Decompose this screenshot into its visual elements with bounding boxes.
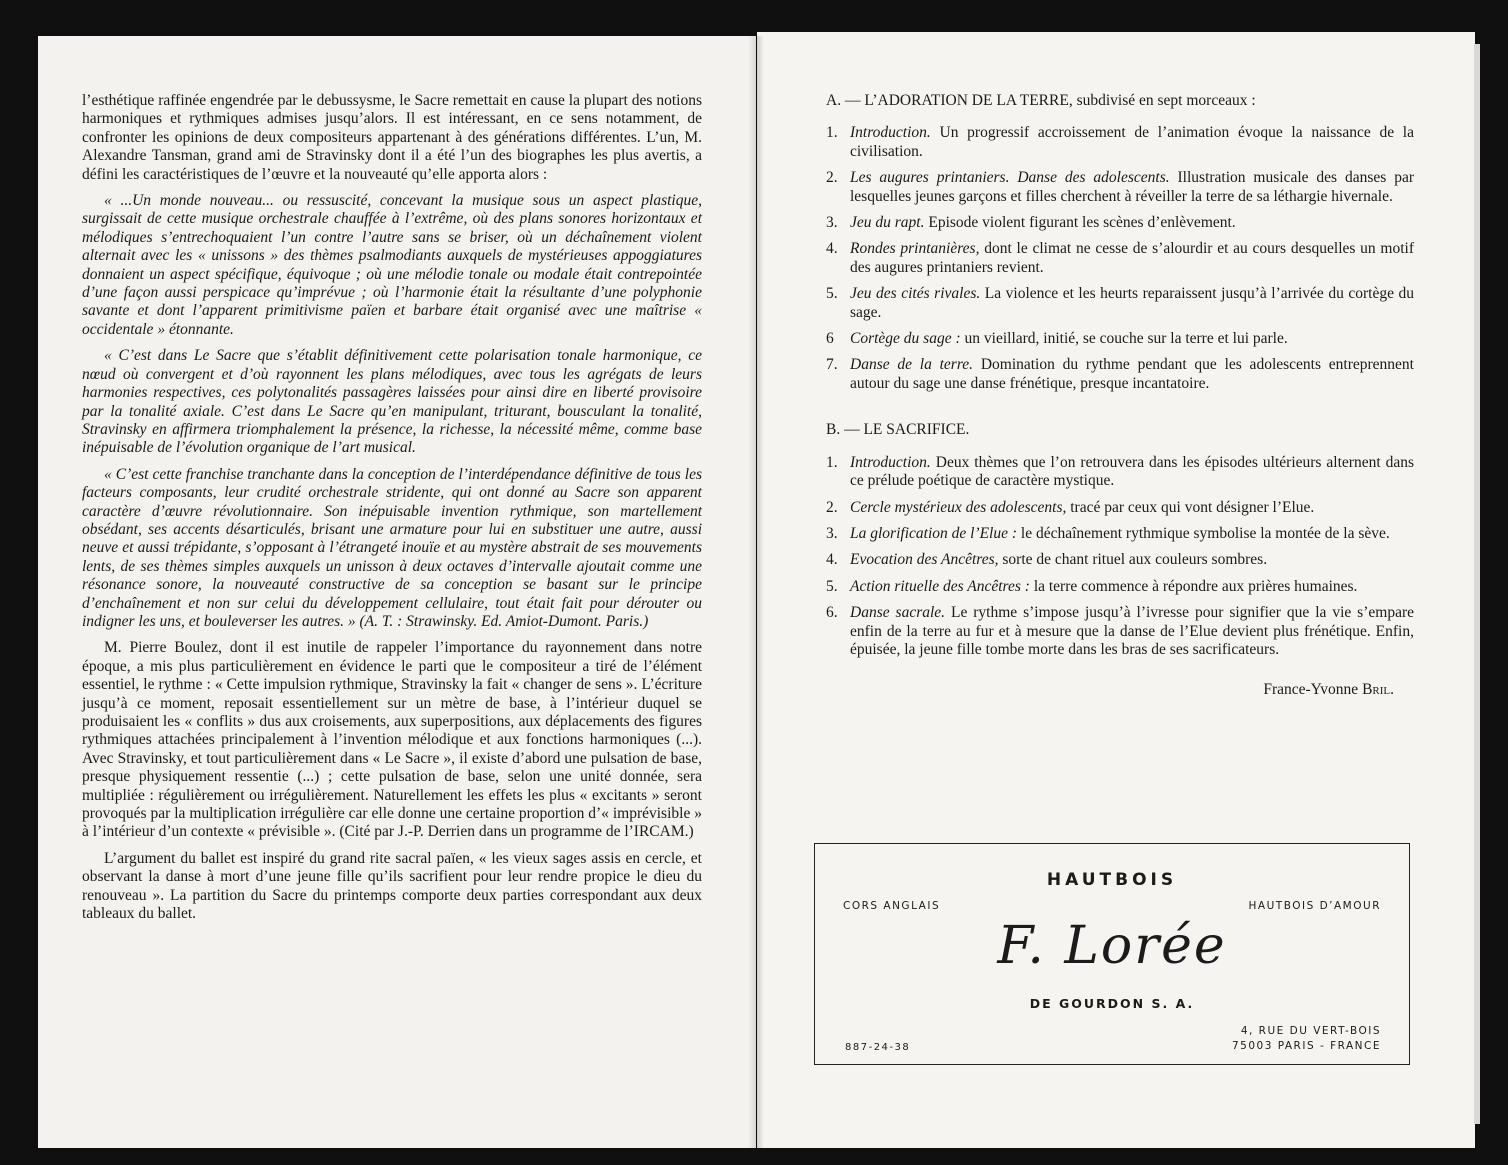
ad-logo: F. Lorée (997, 916, 1227, 976)
item-text: Domination du rythme pendant que les adolescents entreprennent autour du sage une danse frénétique, presque incantatoire. (850, 356, 1414, 392)
author-signature (826, 681, 1414, 699)
right-column (826, 92, 1414, 700)
item-number: 3. (826, 524, 838, 542)
ad-right-label: HAUTBOIS D’AMOUR (1248, 900, 1381, 912)
item-text: Episode violent figurant les scènes d’enlèvement. (924, 214, 1236, 232)
item-number: 1. (826, 124, 838, 142)
list-item (826, 356, 1414, 393)
item-title: Jeu des cités rivales. (850, 285, 981, 303)
paragraph-argument: L’argument du ballet est inspiré du grand rite sacral païen, « les vieux sages assis en cercle, et observant la danse à mort d’une jeune fille qu’ils sacrifient pour leur rendre propice le dieu du renouveau ». La partition du Sacre du printemps comporte deux parties correspondant aux deux tableaux du ballet. (82, 849, 702, 923)
book-gutter (748, 36, 764, 1148)
item-number: 7. (826, 356, 838, 374)
ad-address-line2: 75003 PARIS - FRANCE (1231, 1040, 1381, 1052)
item-text: Illustration musicale des danses par lesquelles jeunes garçons et filles cherchent à réveiller la terre de sa léthargie hivernale. (850, 169, 1414, 205)
ad-left-label: CORS ANGLAIS (843, 900, 941, 912)
item-number: 3. (826, 214, 838, 232)
item-text: le déchaînement rythmique symbolise la montée de la sève. (1017, 524, 1390, 542)
item-number: 4. (826, 240, 838, 258)
paragraph-intro: l’esthétique raffinée engendrée par le debussysme, le Sacre remettait en cause la plupart des notions harmoniques et rythmiques admises jusqu’alors. Il est intéressant, en ce sens notamment, de confronter les opinions de deux compositeurs appartenant à des générations différentes. L’un, M. Alexandre Tansman, grand ami de Stravinsky dont il a été l’un des biographes les plus avertis, a défini les caractéristiques de l’œuvre et la nouveauté qu’elle apporta alors : (82, 92, 702, 183)
item-number: 2. (826, 498, 838, 516)
item-text: dont le climat ne cesse de s’alourdir et au cours desquelles un motif des augures printaniers revient. (850, 240, 1414, 276)
list-item (826, 214, 1414, 232)
section-b-title: B. — LE SACRIFICE. (826, 421, 970, 439)
advertisement-box (814, 843, 1410, 1065)
list-item (826, 454, 1414, 491)
item-title: Action rituelle des Ancêtres : (850, 577, 1030, 595)
list-item (826, 525, 1414, 543)
ad-company: DE GOURDON S. A. (1029, 996, 1195, 1011)
list-item (826, 330, 1414, 348)
quote-tansman-1: « ...Un monde nouveau... ou ressuscité, concevant la musique sous un aspect plastique, surgissait de cette musique orchestrale chauffée à l’extrême, où des plans sonores horizontaux et mélodiques s’entrechoquaient l’un contre l’autre sans se briser, où un déchaînement violent alternait avec les « unissons » des thèmes psalmodiants auxquels de mystérieuses appoggiatures donnaient un aspect spécifique, équivoque ; où une mélodie tonale ou modale était contrepointée d’une façon aussi perspicace qu’imprévue ; où l’harmonie était la résultante d’une polyphonie savante et dont l’apparent primitivisme païen et barbare était organisé avec une maîtrise « occidentale » étonnante. (82, 192, 702, 338)
item-title: Danse de la terre. (850, 356, 974, 374)
quote-tansman-2: « C’est dans Le Sacre que s’établit définitivement cette polarisation tonale harmonique, ce nœud où convergent et d’où rayonnent les plans mélodiques, avec tous les agrégats de leurs harmonies respectives, ces polytonalités passagères laissées pour ainsi dire en liberté provisoire par la tonalité axiale. C’est dans Le Sacre qu’en manipulant, triturant, bousculant la tonalité, Stravinsky en affirmera triomphalement la présence, la richesse, la nécessité même, comme base inépuisable de l’évolution organique de l’art musical. (82, 347, 702, 457)
item-title: Danse sacrale. (850, 604, 946, 622)
ad-title: HAUTBOIS (1046, 870, 1178, 890)
item-text: sorte de chant rituel aux couleurs sombres. (998, 551, 1268, 569)
item-number: 2. (826, 169, 838, 187)
list-item (826, 169, 1414, 206)
item-number: 6. (826, 604, 838, 622)
page-edge (1474, 44, 1480, 1124)
list-item (826, 604, 1414, 659)
item-text: tracé par ceux qui vont désigner l’Elue. (1066, 498, 1315, 516)
section-a-list (826, 124, 1414, 393)
ad-address (1232, 1024, 1381, 1054)
quote-tansman-3: « C’est cette franchise tranchante dans la conception de l’interdépendance définitive de tous les facteurs composants, leur crudité orchestrale stridente, qui ont donné au Sacre son apparent caractère d’œuvre révolutionnaire. Son inépuisable invention rythmique, son martellement obsédant, ses accents désarticulés, brisant une armature pour lui en substituer une autre, aussi neuve et aussi trépidante, s’opposant à l’étrangeté inouïe et au mystère abstrait de ses mouvements lents, de ses thèmes simples auxquels un unisson à deux octaves d’intervalle ajoutait comme une résonance sonore, la nouveauté constructive de sa conception se basant sur le principe d’enchaînement et non sur celui du développement cellulaire, tout était fait pour dérouter ou indigner les uns, et bouleverser les autres. » (A. T. : Strawinsky. Ed. Amiot-Dumont. Paris.) (82, 465, 702, 630)
item-title: Evocation des Ancêtres, (850, 551, 999, 569)
item-number: 5. (826, 285, 838, 303)
item-number: 6 (826, 330, 834, 348)
item-title: Cercle mystérieux des adolescents, (850, 498, 1067, 516)
ad-phone: 887-24-38 (845, 1042, 911, 1053)
item-title: Jeu du rapt. (850, 214, 925, 232)
author-first-name: France-Yvonne (1263, 681, 1359, 699)
item-title: Cortège du sage : (850, 330, 961, 348)
section-b-list (826, 454, 1414, 660)
item-text: Un progressif accroissement de l’animation évoque la naissance de la civilisation. (850, 124, 1414, 160)
list-item (826, 124, 1414, 161)
author-last-name: Bril. (1362, 681, 1394, 699)
item-text: la terre commence à répondre aux prières humaines. (1029, 577, 1358, 595)
list-item (826, 285, 1414, 322)
item-text: Le rythme s’impose jusqu’à l’ivresse pour signifier que la vie s’empare enfin de la terre au fur et à mesure que la danse de l’Elue devient plus frénétique. Enfin, épuisée, la jeune fille tombe morte dans les bras de ses sacrificateurs. (850, 604, 1414, 658)
item-text: La violence et les heurts reparaissent jusqu’à l’arrivée du cortège du sage. (850, 285, 1415, 321)
paragraph-boulez: M. Pierre Boulez, dont il est inutile de rappeler l’importance du rayonnement dans notre époque, a mis plus particulièrement en évidence le parti que le compositeur a tiré de l’élément essentiel, le rythme : « Cette impulsion rythmique, Stravinsky la fait « changer de sens ». L’écriture jusqu’à ce moment, reposait essentiellement sur un mètre de base, à l’intérieur duquel se produisaient les « conflits » dus aux croisements, aux superpositions, aux déplacements des figures rythmiques attachées principalement à l’invention mélodique et aux fonctions harmoniques (...). Avec Stravinsky, et tout particulièrement dans « Le Sacre », il existe d’abord une pulsation de base, presque physiquement ressentie (...) ; cette pulsation de base, selon une unité donnée, sera multipliée : régulièrement ou irrégulièrement. Naturellement les effets les plus « excitants » seront provoqués par la multiplication irrégulière car elle donne une certaine proportion d’« imprévisible » à l’intérieur d’un contexte « prévisible ». (Cité par J.-P. Derrien dans un programme de l’IRCAM.) (82, 639, 702, 841)
list-item (826, 240, 1414, 277)
item-text: Deux thèmes que l’on retrouvera dans les épisodes ultérieurs alternent dans ce prélude poétique de caractère mystique. (850, 453, 1414, 490)
item-title: La glorification de l’Elue : (850, 524, 1018, 542)
list-item (826, 578, 1414, 596)
section-a-title: A. — L’ADORATION DE LA TERRE, subdivisé en sept morceaux : (826, 92, 1256, 109)
item-number: 1. (826, 453, 838, 471)
item-title: Introduction. (850, 124, 931, 142)
list-item (826, 551, 1414, 569)
item-number: 4. (826, 551, 838, 569)
item-text: un vieillard, initié, se couche sur la terre et lui parle. (960, 330, 1288, 348)
ad-address-line1: 4, RUE DU VERT-BOIS (1240, 1025, 1381, 1037)
item-number: 5. (826, 577, 838, 595)
left-column (82, 92, 702, 931)
item-title: Les augures printaniers. Danse des adolescents. (850, 169, 1170, 187)
list-item (826, 499, 1414, 517)
item-title: Introduction. (850, 453, 931, 471)
item-title: Rondes printanières, (850, 240, 980, 258)
